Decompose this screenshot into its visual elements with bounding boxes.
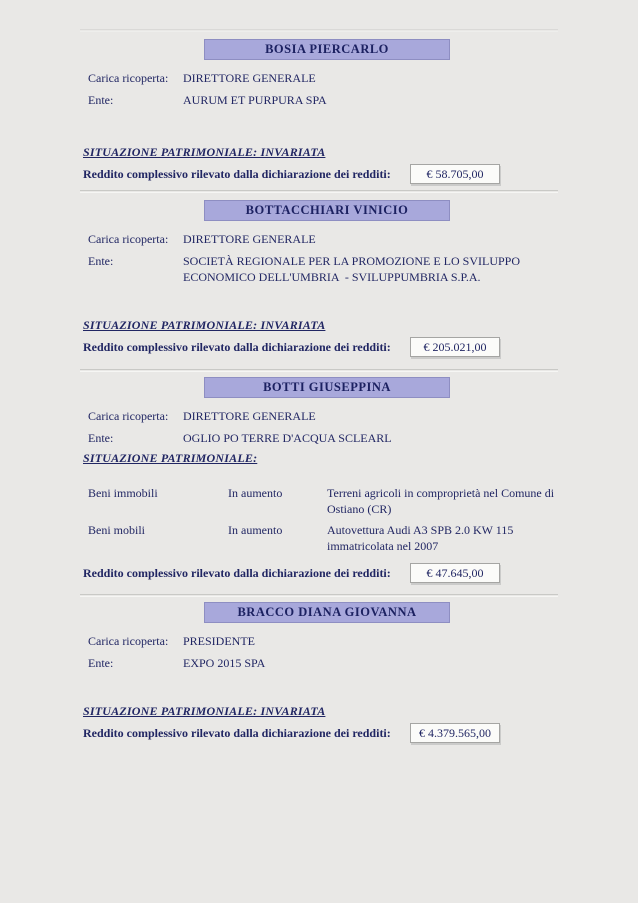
asset-change: In aumento [228, 486, 283, 500]
reddito-label: Reddito complessivo rilevato dalla dichiarazione dei redditi: [83, 566, 391, 580]
ente-row [0, 430, 638, 446]
situazione-heading: SITUAZIONE PATRIMONIALE: INVARIATA [83, 318, 326, 332]
carica-label: Carica ricoperta: [88, 634, 169, 648]
person-section-botti-giuseppina [0, 377, 638, 581]
carica-value: DIRETTORE GENERALE [183, 71, 316, 85]
section-divider [80, 369, 558, 372]
reddito-amount-box: € 58.705,00 [410, 164, 500, 184]
ente-value: AURUM ET PURPURA SPA [183, 93, 327, 107]
reddito-row [0, 166, 638, 182]
asset-category: Beni immobili [88, 486, 158, 500]
carica-row [0, 408, 638, 424]
assets-table [0, 485, 638, 554]
ente-value: OGLIO PO TERRE D'ACQUA SCLEARL [183, 431, 392, 445]
person-section-bracco-diana-giovanna [0, 602, 638, 741]
carica-row [0, 231, 638, 247]
carica-row [0, 70, 638, 86]
person-header-bar [204, 602, 450, 623]
asset-description: Autovettura Audi A3 SPB 2.0 KW 115 immatricolata nel 2007 [327, 523, 514, 553]
carica-value: PRESIDENTE [183, 634, 255, 648]
section-divider [80, 190, 558, 193]
reddito-amount-box: € 4.379.565,00 [410, 723, 500, 743]
ente-value: SOCIETÀ REGIONALE PER LA PROMOZIONE E LO SVILUPPO ECONOMICO DELL'UMBRIA - SVILUPPUMBRIA S.P.A. [183, 254, 524, 284]
carica-value: DIRETTORE GENERALE [183, 232, 316, 246]
ente-label: Ente: [88, 656, 114, 670]
person-header-bar [204, 39, 450, 60]
person-section-bosia-piercarlo [0, 39, 638, 182]
person-name: BOTTI GIUSEPPINA [263, 380, 391, 394]
person-name: BOTTACCHIARI VINICIO [245, 203, 409, 217]
section-divider [80, 594, 558, 597]
ente-row [0, 92, 638, 108]
asset-row-beni-immobili [0, 485, 638, 517]
person-header-bar [204, 200, 450, 221]
asset-change: In aumento [228, 523, 283, 537]
reddito-row [0, 565, 638, 581]
carica-label: Carica ricoperta: [88, 71, 169, 85]
ente-label: Ente: [88, 431, 114, 445]
reddito-label: Reddito complessivo rilevato dalla dichiarazione dei redditi: [83, 726, 391, 740]
asset-row-beni-mobili [0, 522, 638, 554]
reddito-label: Reddito complessivo rilevato dalla dichiarazione dei redditi: [83, 167, 391, 181]
carica-label: Carica ricoperta: [88, 409, 169, 423]
ente-label: Ente: [88, 254, 114, 268]
reddito-row [0, 339, 638, 355]
section-divider [80, 29, 558, 32]
asset-category: Beni mobili [88, 523, 145, 537]
situazione-heading: SITUAZIONE PATRIMONIALE: INVARIATA [83, 704, 326, 718]
carica-label: Carica ricoperta: [88, 232, 169, 246]
situazione-heading: SITUAZIONE PATRIMONIALE: INVARIATA [83, 145, 326, 159]
situazione-heading: SITUAZIONE PATRIMONIALE: [83, 451, 258, 465]
reddito-row [0, 725, 638, 741]
carica-row [0, 633, 638, 649]
person-header-bar [204, 377, 450, 398]
carica-value: DIRETTORE GENERALE [183, 409, 316, 423]
reddito-amount-box: € 47.645,00 [410, 563, 500, 583]
ente-label: Ente: [88, 93, 114, 107]
person-name: BOSIA PIERCARLO [265, 42, 389, 56]
person-section-bottacchiari-vinicio [0, 200, 638, 355]
asset-description: Terreni agricoli in comproprietà nel Comune di Ostiano (CR) [327, 486, 555, 516]
person-name: BRACCO DIANA GIOVANNA [237, 605, 417, 619]
ente-value: EXPO 2015 SPA [183, 656, 266, 670]
ente-row [0, 655, 638, 671]
reddito-label: Reddito complessivo rilevato dalla dichiarazione dei redditi: [83, 340, 391, 354]
ente-row [0, 253, 638, 285]
reddito-amount-box: € 205.021,00 [410, 337, 500, 357]
